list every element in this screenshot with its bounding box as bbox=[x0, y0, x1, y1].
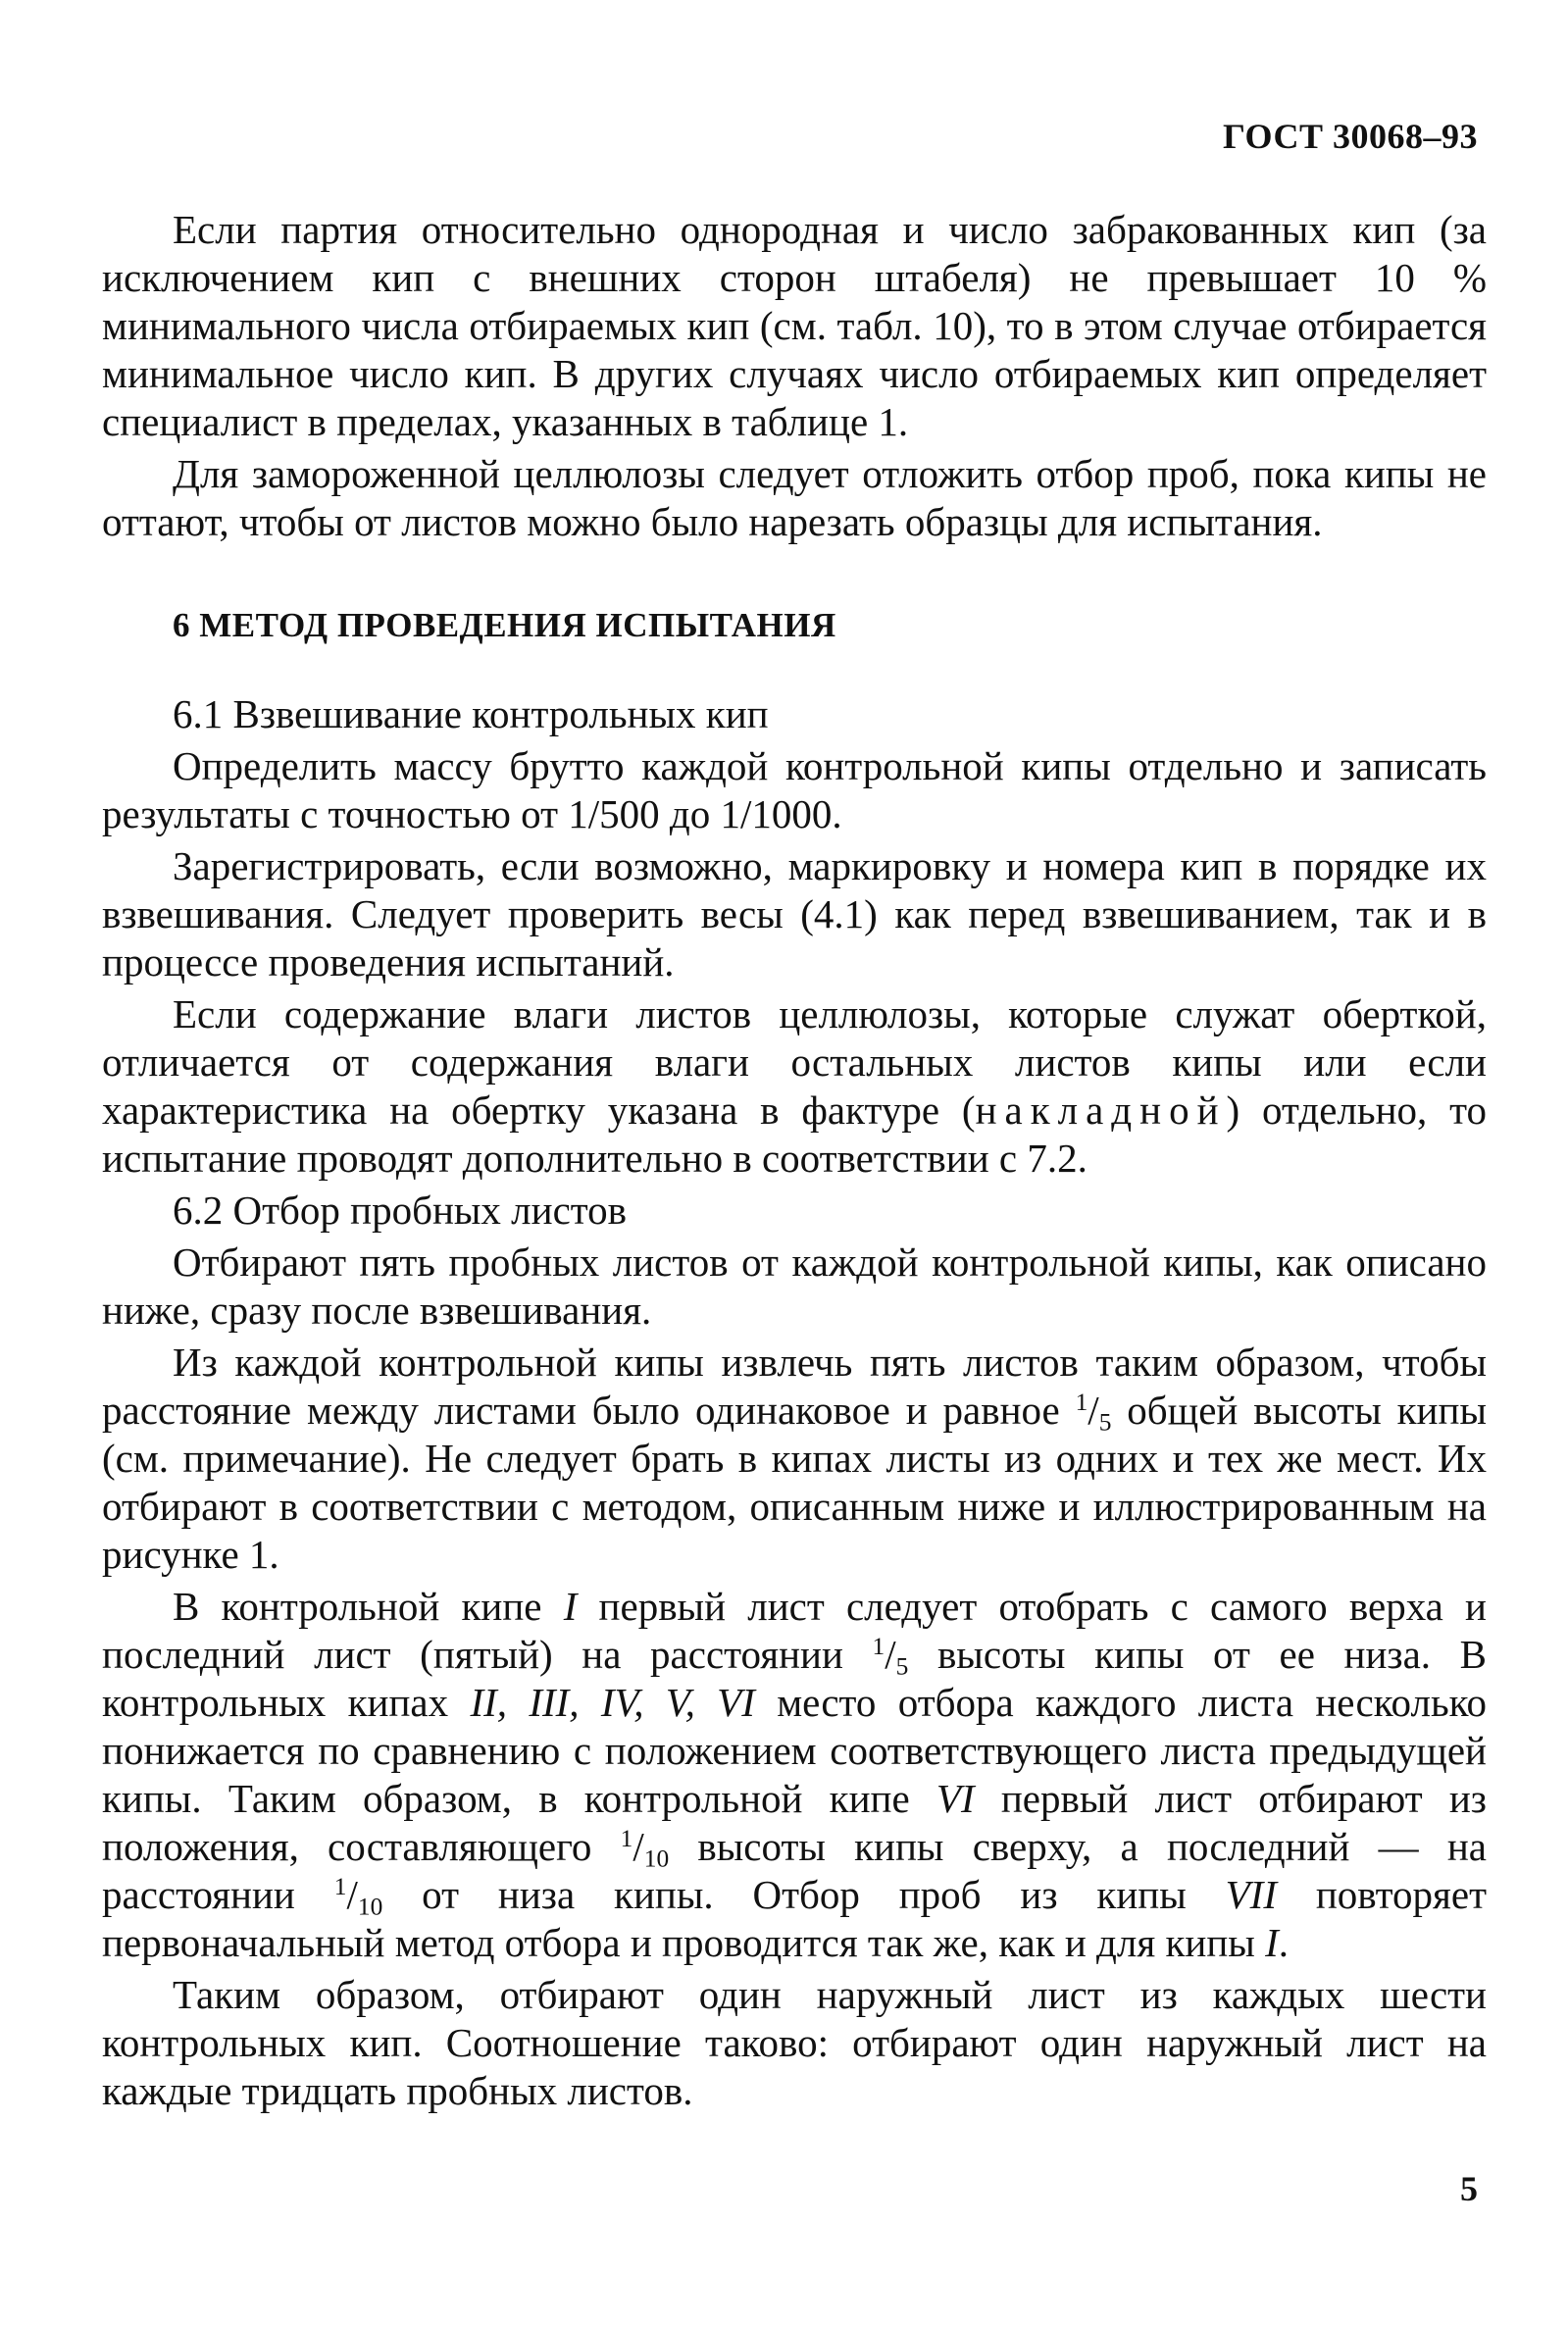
fraction-numerator: 1 bbox=[333, 1873, 347, 1901]
roman-numeral: I bbox=[563, 1584, 578, 1629]
paragraph-gross-mass: Определить массу брутто каждой контрольной кипы отдельно и записать результаты с точностью от 1/500 до 1/1000. bbox=[102, 743, 1487, 836]
text-fragment: высоты кипы сверху, а последний — на расстоянии bbox=[102, 1824, 1487, 1917]
fraction-numerator: 1 bbox=[1075, 1389, 1088, 1417]
page-number: 5 bbox=[1460, 2169, 1478, 2208]
paragraph-lot-uniformity: Если партия относительно однородная и число забракованных кип (за исключением кип с внешних сторон штабеля) не превышает 10 % минимального числа отбираемых кип (см. табл. 10), то в этом случае отбирается минимальное число кип. В других случаях число отбираемых кип определяет специалист в пределах, указанных в таблице 1. bbox=[102, 207, 1487, 444]
fraction-denominator: 10 bbox=[357, 1893, 383, 1921]
text-fragment: В контрольной кипе bbox=[173, 1584, 564, 1629]
paragraph-outer-sheet-ratio: Таким образом, отбирают один наружный лист из каждых шести контрольных кип. Соотношение таково: отбирают один наружный лист на каждые тридцать пробных листов. bbox=[102, 1972, 1487, 2113]
roman-numeral: VI bbox=[936, 1776, 975, 1821]
fraction-denominator: 5 bbox=[1098, 1408, 1112, 1437]
text-fragment: от низа кипы. Отбор проб из кипы bbox=[382, 1872, 1226, 1917]
text-fragment: высоты кипы от ее низа. В контрольных кипах bbox=[102, 1632, 1487, 1725]
text-fragment: Из каждой контрольной кипы извлечь пять листов таким образом, чтобы расстояние между листами было одинаковое и равное bbox=[102, 1339, 1487, 1433]
paragraph-sheet-extraction: Из каждой контрольной кипы извлечь пять листов таким образом, чтобы расстояние между листами было одинаковое и равное $^1/_5$ общей высоты кипы (см. примечание). Не следует брать в кипах листы из одних и тех же мест. Их отбирают в соответствии с методом, описанным ниже и иллюстрированным на рисунке 1. bbox=[102, 1339, 1487, 1577]
spaced-term: накладной bbox=[975, 1087, 1227, 1133]
text-fragment: ) отдельно, то испытание проводят дополнительно в соответствии с 7.2. bbox=[102, 1087, 1487, 1181]
fraction-denominator: 10 bbox=[643, 1845, 670, 1873]
fraction-denominator: 5 bbox=[895, 1652, 909, 1681]
body-text bbox=[102, 206, 1487, 2119]
text-fragment: Если содержание влаги листов целлюлозы, которые служат оберткой, отличается от содержания влаги остальных листов кипы или если характеристика на обертку указана в фактуре ( bbox=[102, 991, 1487, 1133]
paragraph-bale-positions: В контрольной кипе I первый лист следует отобрать с самого верха и последний лист (пятый) на расстоянии $^1/_5$ высоты кипы от ее низа. В контрольных кипах II, III, IV, V, VI место отбора каждого листа несколько понижается по сравнению с положением соответствующего листа предыдущей кипы. Таким образом, в контрольной кипе VI первый лист отбирают из положения, составляющего $^1/_{10}$ высоты кипы сверху, а последний — на расстоянии $^1/_{10}$ от низа кипы. Отбор проб из кипы VII повторяет первоначальный метод отбора и проводится так же, как и для кипы I. bbox=[102, 1584, 1487, 1965]
subsection-6-1-title: 6.1 Взвешивание контрольных кип bbox=[173, 691, 769, 736]
text-fragment: место отбора каждого листа несколько понижается по сравнению с положением соответствующего листа предыдущей кипы. Таким образом, в контрольной кипе bbox=[102, 1680, 1487, 1821]
roman-numerals: II, III, IV, V, VI bbox=[470, 1680, 755, 1725]
paragraph-wrapper-moisture bbox=[102, 990, 1487, 1183]
section-heading: 6 МЕТОД ПРОВЕДЕНИЯ ИСПЫТАНИЯ bbox=[173, 606, 836, 644]
paragraph-frozen-pulp: Для замороженной целлюлозы следует отложить отбор проб, пока кипы не оттают, чтобы от листов можно было нарезать образцы для испытания. bbox=[102, 451, 1487, 544]
paragraph-register-marking: Зарегистрировать, если возможно, маркировку и номера кип в порядке их взвешивания. Следует проверить весы (4.1) как перед взвешиванием, так и в процессе проведения испытаний. bbox=[102, 843, 1487, 985]
subsection-6-2-title: 6.2 Отбор пробных листов bbox=[173, 1188, 628, 1233]
text-fragment: повторяет первоначальный метод отбора и проводится так же, как и для кипы bbox=[102, 1872, 1487, 1965]
text-fragment: первый лист отбирают из положения, составляющего bbox=[102, 1776, 1487, 1869]
fraction-numerator: 1 bbox=[620, 1825, 633, 1853]
standard-header: ГОСТ 30068–93 bbox=[1223, 117, 1478, 156]
text-fragment: первый лист следует отобрать с самого верха и последний лист (пятый) на расстоянии bbox=[102, 1584, 1487, 1677]
fraction-numerator: 1 bbox=[872, 1633, 885, 1661]
text-fragment: . bbox=[1278, 1920, 1289, 1965]
roman-numeral: VII bbox=[1225, 1872, 1277, 1917]
text-fragment: общей высоты кипы (см. примечание). Не следует брать в кипах листы из одних и тех же мест. Их отбирают в соответствии с методом, описанным ниже и иллюстрированным на рисунке 1. bbox=[102, 1388, 1487, 1577]
paragraph-five-sheets: Отбирают пять пробных листов от каждой контрольной кипы, как описано ниже, сразу после взвешивания. bbox=[102, 1239, 1487, 1333]
roman-numeral: I bbox=[1265, 1920, 1279, 1965]
